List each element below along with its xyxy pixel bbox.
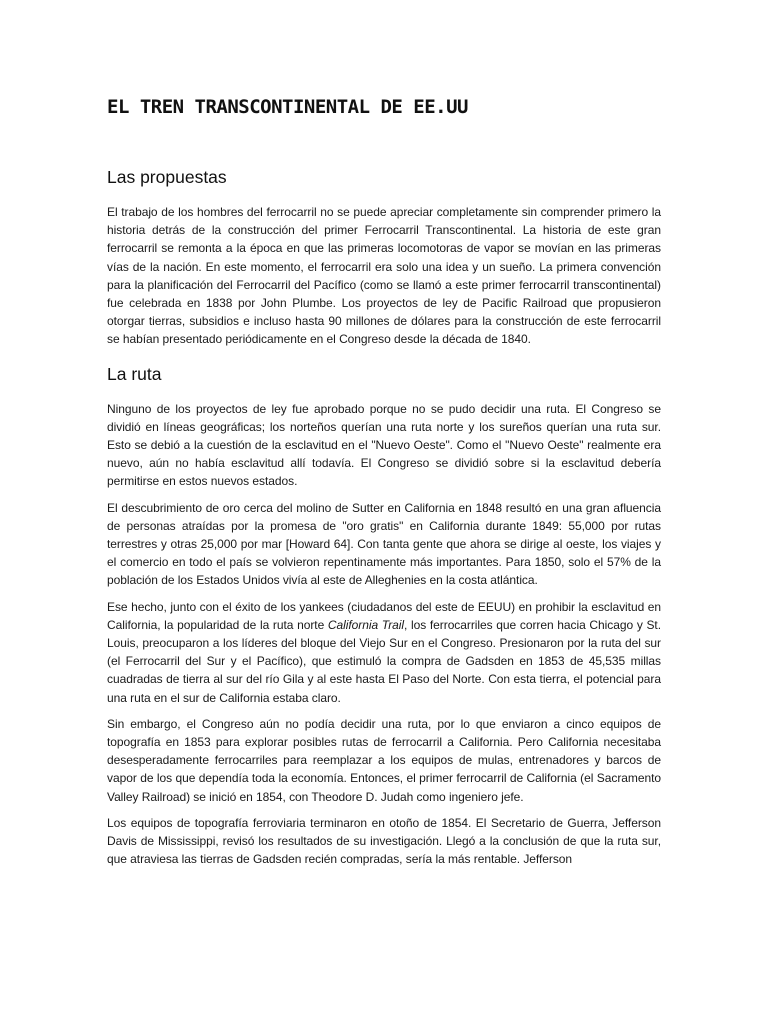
- paragraph-ruta-2: El descubrimiento de oro cerca del molino de Sutter en California en 1848 resultó en una gran afluencia de personas atraídas por la promesa de "oro gratis" en California durante 1849: 55,000 por rutas terrestres y otras 25,000 por mar [Howard 64]. Con tanta gente que ahora se dirige al oeste, los viajes y el comercio en todo el país se volvieron repentinamente más importantes. Para 1850, solo el 57% de la población de los Estados Unidos vivía al este de Alleghenies en la costa atlántica.: [107, 500, 661, 588]
- paragraph-propuestas-1: El trabajo de los hombres del ferrocarril no se puede apreciar completamente sin comprender primero la historia detrás de la construcción del primer Ferrocarril Transcontinental. La historia de este gran ferrocarril se remonta a la época en que las primeras locomotoras de vapor se movían en las primeras vías de la nación. En este momento, el ferrocarril era solo una idea y un sueño. La primera convención para la planificación del Ferrocarril del Pacífico (como se llamó a este primer ferrocarril transcontinental) fue celebrada en 1838 por John Plumbe. Los proyectos de ley de Pacific Railroad que propusieron otorgar tierras, subsidios e incluso hasta 90 millones de dólares para la construcción de este ferrocarril se habían presentado periódicamente en el Congreso desde la década de 1840.: [107, 205, 661, 347]
- california-trail-italic: California Trail: [327, 617, 404, 632]
- paragraph-ruta-5: Los equipos de topografía ferroviaria terminaron en otoño de 1854. El Secretario de Guerra, Jefferson Davis de Mississippi, revisó los resultados de su investigación. Llegó a la conclusión de que la ruta sur, que atraviesa las tierras de Gadsden recién compradas, sería la más rentable. Jefferson: [107, 815, 661, 867]
- section-heading-ruta: La ruta: [107, 363, 162, 384]
- paragraph-ruta-1: Ninguno de los proyectos de ley fue aprobado porque no se pudo decidir una ruta. El Congreso se dividió en líneas geográficas; los norteños querían una ruta norte y los sureños querían una ruta sur. Esto se debió a la cuestión de la esclavitud en el "Nuevo Oeste". Como el "Nuevo Oeste" realmente era nuevo, aún no había esclavitud allí todavía. El Congreso se dividió sobre si la esclavitud debería permitirse en estos nuevos estados.: [107, 401, 661, 489]
- paragraph-ruta-3-before: Ese hecho, junto con el éxito de los yankees (ciudadanos del este de EEUU) en prohibir la esclavitud en California, la popularidad de la ruta norte: [107, 599, 661, 632]
- section-heading-propuestas: Las propuestas: [107, 167, 227, 187]
- document-page: [107, 96, 661, 877]
- paragraph-ruta-3-after: , los ferrocarriles que corren hacia Chicago y St. Louis, preocuparon a los líderes del bloque del Viejo Sur en el Congreso. Presionaron por la ruta del sur (el Ferrocarril del Sur y el Pacífico), que estimuló la compra de Gadsden en 1853 de 45,535 millas cuadradas de tierra al sur del río Gila y al este hasta El Paso del Norte. Con esta tierra, el potencial para una ruta en el sur de California estaba claro.: [107, 617, 661, 705]
- paragraph-ruta-3: [107, 598, 661, 707]
- paragraph-ruta-4: Sin embargo, el Congreso aún no podía decidir una ruta, por lo que enviaron a cinco equipos de topografía en 1853 para explorar posibles rutas de ferrocarril a California. Pero California necesitaba desesperadamente ferrocarriles para reemplazar a los equipos de mulas, entrenadores y barcos de vapor de los que dependía toda la economía. Entonces, el primer ferrocarril de California (el Sacramento Valley Railroad) se inició en 1854, con Theodore D. Judah como ingeniero jefe.: [107, 716, 661, 804]
- document-title: EL TREN TRANSCONTINENTAL DE EE.UU: [107, 96, 468, 118]
